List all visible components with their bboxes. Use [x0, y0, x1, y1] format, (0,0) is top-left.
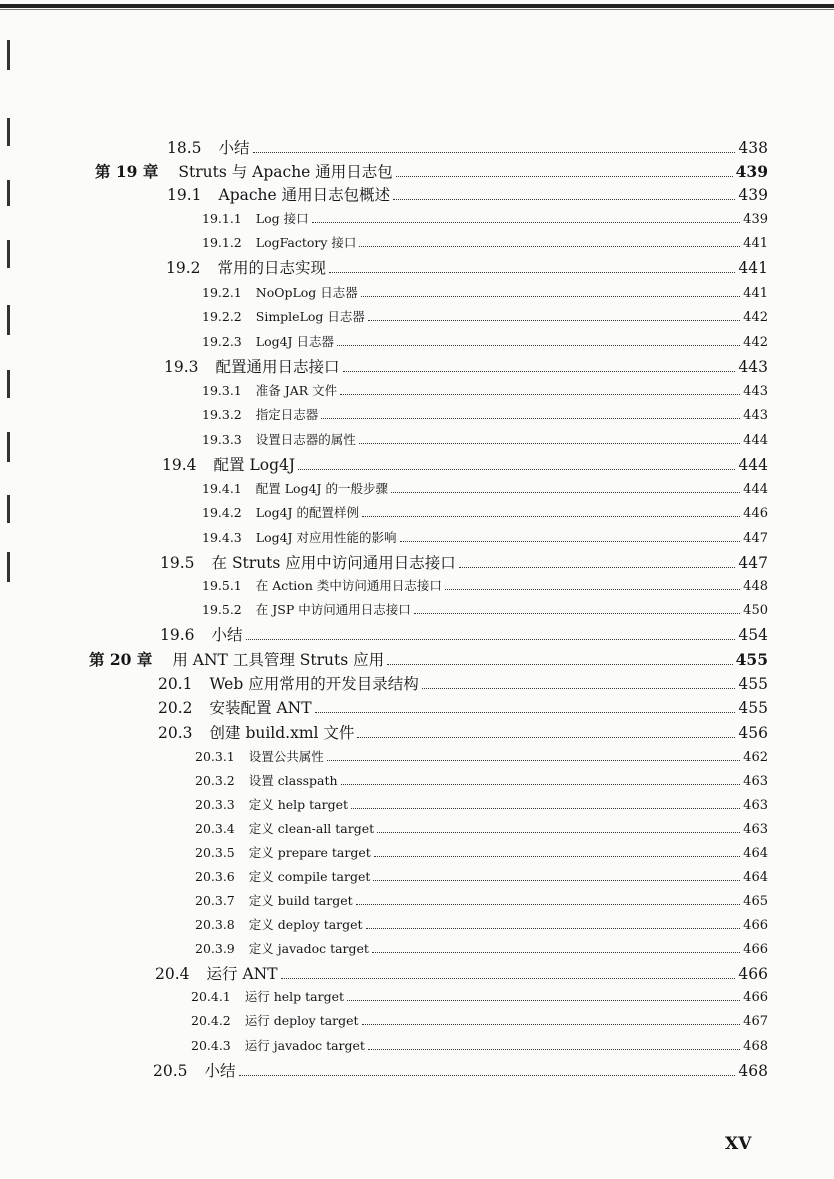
dot-leader: [391, 483, 740, 493]
toc-title: 配置通用日志接口: [215, 358, 340, 376]
toc-page-number: 466: [743, 990, 768, 1005]
toc-entry-19-4-1: [202, 483, 768, 496]
toc-number: 20.3.4: [195, 821, 235, 836]
toc-number: 19.1: [167, 186, 202, 204]
toc-page-number: 464: [743, 870, 768, 885]
toc-entry-19-4-2: [202, 507, 768, 520]
toc-title: 在 Action 类中访问通用日志接口: [255, 578, 442, 593]
dot-leader: [396, 165, 733, 177]
dot-leader: [373, 871, 740, 881]
toc-page-number: 448: [743, 579, 768, 594]
toc-entry-20-3: [158, 726, 768, 742]
toc-entry-20-3-5: [195, 847, 768, 860]
toc-page-number: 442: [743, 335, 768, 350]
toc-page-number: 465: [743, 894, 768, 909]
dot-leader: [361, 287, 740, 297]
toc-number: 19.2.1: [202, 285, 242, 300]
toc-entry-19-1: [167, 188, 768, 204]
toc-entry-19-4-3: [202, 532, 768, 545]
toc-page-number: 447: [743, 531, 768, 546]
toc-entry-19-5: [160, 556, 768, 572]
toc-page-number: 455: [735, 650, 768, 669]
dot-leader: [368, 1040, 740, 1050]
toc-entry-20-3-9: [195, 943, 768, 956]
toc-entry-20-3-8: [195, 919, 768, 932]
dot-leader: [387, 653, 733, 665]
toc-number: 20.3.2: [195, 773, 235, 788]
toc-title: 定义 clean-all target: [248, 821, 375, 836]
toc-number: 19.4.3: [202, 530, 242, 545]
toc-entry-20-4-2: [191, 1015, 768, 1028]
toc-title: 配置 Log4J 的一般步骤: [255, 481, 389, 496]
page-number: XV: [725, 1134, 752, 1154]
toc-number: 20.3.7: [195, 893, 235, 908]
toc-entry-20-2: [158, 701, 768, 717]
toc-page-number: 464: [743, 846, 768, 861]
toc-number: 20.3.6: [195, 869, 235, 884]
toc-title: 配置 Log4J: [213, 456, 296, 474]
toc-page-number: 466: [743, 918, 768, 933]
toc-title: 指定日志器: [255, 407, 319, 422]
dot-leader: [239, 1064, 736, 1076]
toc-title: 安装配置 ANT: [209, 699, 312, 717]
toc-number: 20.4.1: [191, 989, 231, 1004]
toc-page-number: 442: [743, 310, 768, 325]
toc-page-number: 439: [735, 162, 768, 181]
toc-number: 19.5: [160, 554, 195, 572]
dot-leader: [359, 237, 740, 247]
toc-title: SimpleLog 日志器: [255, 309, 365, 324]
toc-title: Log4J 的配置样例: [255, 505, 360, 520]
dot-leader: [374, 847, 740, 857]
toc-title: Log 接口: [255, 211, 309, 226]
toc-title: Struts 与 Apache 通用日志包: [178, 163, 393, 181]
toc-number: 19.3: [164, 358, 199, 376]
toc-entry-第19章: [95, 164, 768, 181]
toc-number: 19.5.1: [202, 578, 242, 593]
toc-title: 定义 prepare target: [248, 845, 371, 860]
toc-page-number: 443: [743, 408, 768, 423]
toc-entry-19-6: [160, 628, 768, 644]
dot-leader: [422, 677, 736, 689]
toc-entry-19-1-1: [202, 213, 768, 226]
dot-leader: [362, 1015, 741, 1025]
toc-number: 19.1.2: [202, 235, 242, 250]
toc-title: 定义 deploy target: [248, 917, 363, 932]
toc-entry-19-5-2: [202, 604, 768, 617]
toc-entry-20-3-4: [195, 823, 768, 836]
toc-entry-20-4-3: [191, 1040, 768, 1053]
toc-title: 定义 compile target: [248, 869, 371, 884]
toc-number: 19.1.1: [202, 211, 242, 226]
toc-number: 19.4.2: [202, 505, 242, 520]
dot-leader: [253, 141, 736, 153]
toc-title: 小结: [218, 139, 250, 157]
dot-leader: [366, 919, 741, 929]
toc-number: 19.2: [166, 259, 201, 277]
dot-leader: [347, 991, 740, 1001]
dot-leader: [246, 628, 736, 640]
toc-page-number: 439: [743, 212, 768, 227]
toc-title: 运行 javadoc target: [244, 1038, 365, 1053]
toc-title: 设置公共属性: [248, 749, 324, 764]
toc-number: 第 20 章: [89, 650, 153, 669]
dot-leader: [341, 775, 741, 785]
toc-number: 20.3.3: [195, 797, 235, 812]
toc-number: 19.4.1: [202, 481, 242, 496]
toc-entry-19-3-3: [202, 434, 768, 447]
toc-entry-19-3-1: [202, 385, 768, 398]
toc-page-number: 468: [743, 1039, 768, 1054]
toc-title: NoOpLog 日志器: [255, 285, 358, 300]
toc-title: 常用的日志实现: [217, 259, 327, 277]
toc-number: 20.4.3: [191, 1038, 231, 1053]
toc-page-number: 447: [738, 554, 768, 572]
toc-title: 定义 javadoc target: [248, 941, 369, 956]
toc-entry-20-3-7: [195, 895, 768, 908]
toc-title: Log4J 对应用性能的影响: [255, 530, 397, 545]
toc-entry-19-2: [166, 261, 768, 277]
toc-title: 在 JSP 中访问通用日志接口: [255, 602, 411, 617]
toc-title: 定义 help target: [248, 797, 349, 812]
toc-entry-19-5-1: [202, 580, 768, 593]
toc-number: 20.3.9: [195, 941, 235, 956]
toc-number: 20.2: [158, 699, 193, 717]
toc-entry-19-4: [162, 458, 768, 474]
toc-page-number: 467: [743, 1014, 768, 1029]
toc-number: 20.4: [155, 965, 190, 983]
dot-leader: [359, 434, 740, 444]
toc-page-number: 441: [743, 236, 768, 251]
toc-entry-19-1-2: [202, 237, 768, 250]
toc-title: 运行 ANT: [206, 965, 278, 983]
dot-leader: [393, 188, 735, 200]
dot-leader: [315, 701, 736, 713]
toc-page-number: 446: [743, 506, 768, 521]
toc-page-number: 466: [738, 965, 768, 983]
toc-page-number: 463: [743, 798, 768, 813]
toc-page-number: 444: [743, 433, 768, 448]
toc-page-number: 455: [738, 699, 768, 717]
toc-entry-19-3: [164, 360, 768, 376]
toc-page-number: 444: [743, 482, 768, 497]
toc-number: 19.6: [160, 626, 195, 644]
toc-entry-19-2-2: [202, 311, 768, 324]
toc-entry-20-3-6: [195, 871, 768, 884]
dot-leader: [445, 580, 740, 590]
toc-title: 在 Struts 应用中访问通用日志接口: [211, 554, 456, 572]
toc-entry-20-4-1: [191, 991, 768, 1004]
toc-number: 20.5: [153, 1062, 188, 1080]
toc-page-number: 450: [743, 603, 768, 618]
toc-page-number: 463: [743, 822, 768, 837]
toc-number: 19.3.1: [202, 383, 242, 398]
toc-title: 运行 deploy target: [244, 1013, 359, 1028]
dot-leader: [281, 967, 736, 979]
dot-leader: [343, 360, 736, 372]
toc-page-number: 443: [738, 358, 768, 376]
toc-entry-19-2-3: [202, 336, 768, 349]
toc-number: 20.3.5: [195, 845, 235, 860]
toc-number: 20.1: [158, 675, 193, 693]
toc-title: 运行 help target: [244, 989, 345, 1004]
toc-entry-18-5: [167, 141, 768, 157]
toc-title: 设置日志器的属性: [255, 432, 356, 447]
toc-number: 20.3.8: [195, 917, 235, 932]
toc-entry-20-4: [155, 967, 768, 983]
toc-number: 19.3.2: [202, 407, 242, 422]
toc-title: 定义 build target: [248, 893, 353, 908]
toc-number: 19.3.3: [202, 432, 242, 447]
toc-number: 20.4.2: [191, 1013, 231, 1028]
dot-leader: [298, 458, 735, 470]
dot-leader: [368, 311, 740, 321]
toc-number: 20.3.1: [195, 749, 235, 764]
dot-leader: [312, 213, 741, 223]
toc-title: 小结: [204, 1062, 236, 1080]
toc-entry-20-3-2: [195, 775, 768, 788]
dot-leader: [321, 409, 740, 419]
toc-title: 设置 classpath: [248, 773, 338, 788]
dot-leader: [329, 261, 735, 273]
toc-title: 用 ANT 工具管理 Struts 应用: [172, 651, 385, 669]
toc-title: 创建 build.xml 文件: [209, 724, 355, 742]
toc-title: Apache 通用日志包概述: [218, 186, 391, 204]
dot-leader: [377, 823, 740, 833]
dot-leader: [340, 385, 740, 395]
toc-page-number: 454: [738, 626, 768, 644]
toc-entry-20-1: [158, 677, 768, 693]
toc-title: LogFactory 接口: [255, 235, 357, 250]
toc-number: 19.2.3: [202, 334, 242, 349]
toc-number: 18.5: [167, 139, 202, 157]
toc-page-number: 443: [743, 384, 768, 399]
toc-page-number: 439: [738, 186, 768, 204]
toc-entry-第20章: [89, 652, 768, 669]
dot-leader: [327, 751, 740, 761]
dot-leader: [414, 604, 740, 614]
toc-entry-20-3-3: [195, 799, 768, 812]
toc-page-number: 444: [738, 456, 768, 474]
toc-page-number: 455: [738, 675, 768, 693]
toc-page-number: 466: [743, 942, 768, 957]
toc-page-number: 441: [738, 259, 768, 277]
toc-entry-20-3-1: [195, 751, 768, 764]
toc-title: 小结: [211, 626, 243, 644]
toc-page-number: 462: [743, 750, 768, 765]
dot-leader: [362, 507, 740, 517]
toc-number: 19.2.2: [202, 309, 242, 324]
toc-entry-20-5: [153, 1064, 768, 1080]
toc-title: Log4J 日志器: [255, 334, 335, 349]
toc-page-number: 438: [738, 139, 768, 157]
toc-page-number: 441: [743, 286, 768, 301]
dot-leader: [356, 895, 741, 905]
dot-leader: [351, 799, 740, 809]
toc-entry-19-2-1: [202, 287, 768, 300]
toc-title: Web 应用常用的开发目录结构: [209, 675, 419, 693]
dot-leader: [400, 532, 741, 542]
toc-number: 第 19 章: [95, 162, 159, 181]
toc-page-number: 468: [738, 1062, 768, 1080]
toc-page-number: 456: [738, 724, 768, 742]
toc-number: 20.3: [158, 724, 193, 742]
toc-title: 准备 JAR 文件: [255, 383, 338, 398]
dot-leader: [337, 336, 740, 346]
toc-page-number: 463: [743, 774, 768, 789]
toc-entry-19-3-2: [202, 409, 768, 422]
dot-leader: [357, 726, 735, 738]
dot-leader: [372, 943, 740, 953]
dot-leader: [459, 556, 736, 568]
toc-number: 19.5.2: [202, 602, 242, 617]
toc-number: 19.4: [162, 456, 197, 474]
